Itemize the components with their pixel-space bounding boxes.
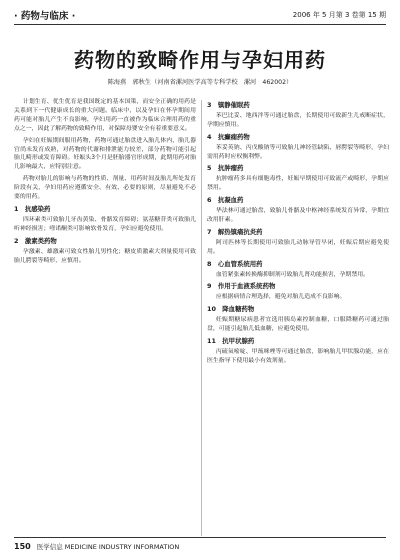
body-paragraph: 血管紧张素转换酶抑制剂可致胎儿肾功能损害，孕期禁用。 — [215, 271, 369, 278]
body-paragraph: 丙硫氧嘧啶、甲巯咪唑等可通过胎盘，影响胎儿甲状腺功能，应在医生指导下使用最小有效剂量。 — [207, 348, 389, 364]
body-paragraph: 应根据病情合理选择，避免对胎儿造成不良影响。 — [215, 294, 346, 301]
column-divider — [201, 100, 202, 536]
body-paragraph: 苯妥英钠、丙戊酸钠等可致胎儿神经管缺陷、唇腭裂等畸形，孕妇需用药时应权衡利弊。 — [207, 144, 389, 160]
body-paragraph: 阿司匹林等长期使用可致胎儿动脉导管早闭，妊娠后期应避免使用。 — [207, 239, 389, 255]
body-paragraph: 药物对胎儿的影响与药物的性质、剂量、用药时间及胎儿所处发育阶段有关，孕妇用药应遵循安全、有效、必要的原则，尽量避免不必要的用药。 — [14, 176, 196, 201]
section-heading: 9 作用于血液系统药物 — [207, 282, 276, 291]
body-paragraph: 四环素类可致胎儿牙齿黄染、骨骼发育障碍；氨基糖苷类可致胎儿听神经损害；喹诺酮类可影响软骨发育，孕妇应避免使用。 — [14, 216, 196, 232]
body-paragraph: 抗肿瘤药多具有细胞毒性，妊娠早期使用可致流产或畸形，孕期应禁用。 — [207, 176, 389, 192]
body-paragraph: 妊娠期糖尿病患者宜选用胰岛素控制血糖，口服降糖药可通过胎盘，可能引起胎儿低血糖，应避免使用。 — [207, 317, 389, 333]
section-heading: 7 解热镇痛抗炎药 — [207, 227, 263, 236]
journal-name: 医学信息 MEDICINE INDUSTRY INFORMATION — [36, 542, 180, 551]
body-paragraph: 华法林可通过胎盘，致胎儿骨骼及中枢神经系统发育异常，孕期宜改用肝素。 — [207, 208, 389, 223]
page-number: 150 — [14, 541, 31, 551]
page-footer — [14, 537, 386, 552]
left-column — [14, 98, 196, 268]
body-paragraph: 孕妇在妊娠期间服用药物，药物可通过胎盘进入胎儿体内，胎儿器官尚未发育成熟，对药物的代谢和排泄能力较差，部分药物可能引起胎儿畸形或发育障碍。妊娠头3个月是胚胎器官形成期，此期用药对胎儿影响最大，应特别注意。 — [14, 137, 196, 171]
section-heading: 4 抗癫痫药物 — [207, 132, 250, 141]
running-header — [14, 6, 386, 25]
section-label: · 药物与临床 · — [14, 11, 76, 22]
section-heading: 3 镇静催眠药 — [207, 101, 250, 109]
section-heading: 2 激素类药物 — [14, 236, 57, 245]
body-paragraph: 孕激素、雄激素可致女性胎儿男性化；糖皮质激素大剂量使用可致胎儿腭裂等畸形，应慎用。 — [14, 248, 196, 264]
issue-info: 2006 年 5 月第 3 卷第 15 期 — [292, 11, 386, 19]
article-authors: 陈海燕 郭秋生（河南省漯河医学高等专科学校 漯河 462002） — [107, 79, 293, 86]
section-heading: 5 抗肿瘤药 — [207, 164, 244, 173]
section-heading: 6 抗凝血药 — [207, 196, 244, 205]
section-heading: 8 心血管系统用药 — [207, 259, 263, 268]
section-heading: 11 抗甲状腺药 — [207, 336, 255, 345]
article-title: 药物的致畸作用与孕妇用药 — [74, 48, 326, 72]
section-heading: 1 抗感染药 — [14, 204, 51, 213]
right-column — [207, 98, 389, 369]
section-heading: 10 降血糖药物 — [207, 305, 255, 314]
body-paragraph: 苯巴比妥、地西泮等可通过胎盘，长期使用可致新生儿戒断症状，孕期应慎用。 — [207, 112, 389, 128]
body-paragraph: 计划生育、优生优育是我国既定的基本国策，而安全正确的用药是关系到下一代健康成长的重大问题。临床中，以及孕妇在怀孕期间用药可能对胎儿产生不良影响，孕妇用药一直被作为临床合理用药的重点之一，因此了解药物的致畸作用，对保障母婴安全有着重要意义。 — [14, 99, 196, 132]
